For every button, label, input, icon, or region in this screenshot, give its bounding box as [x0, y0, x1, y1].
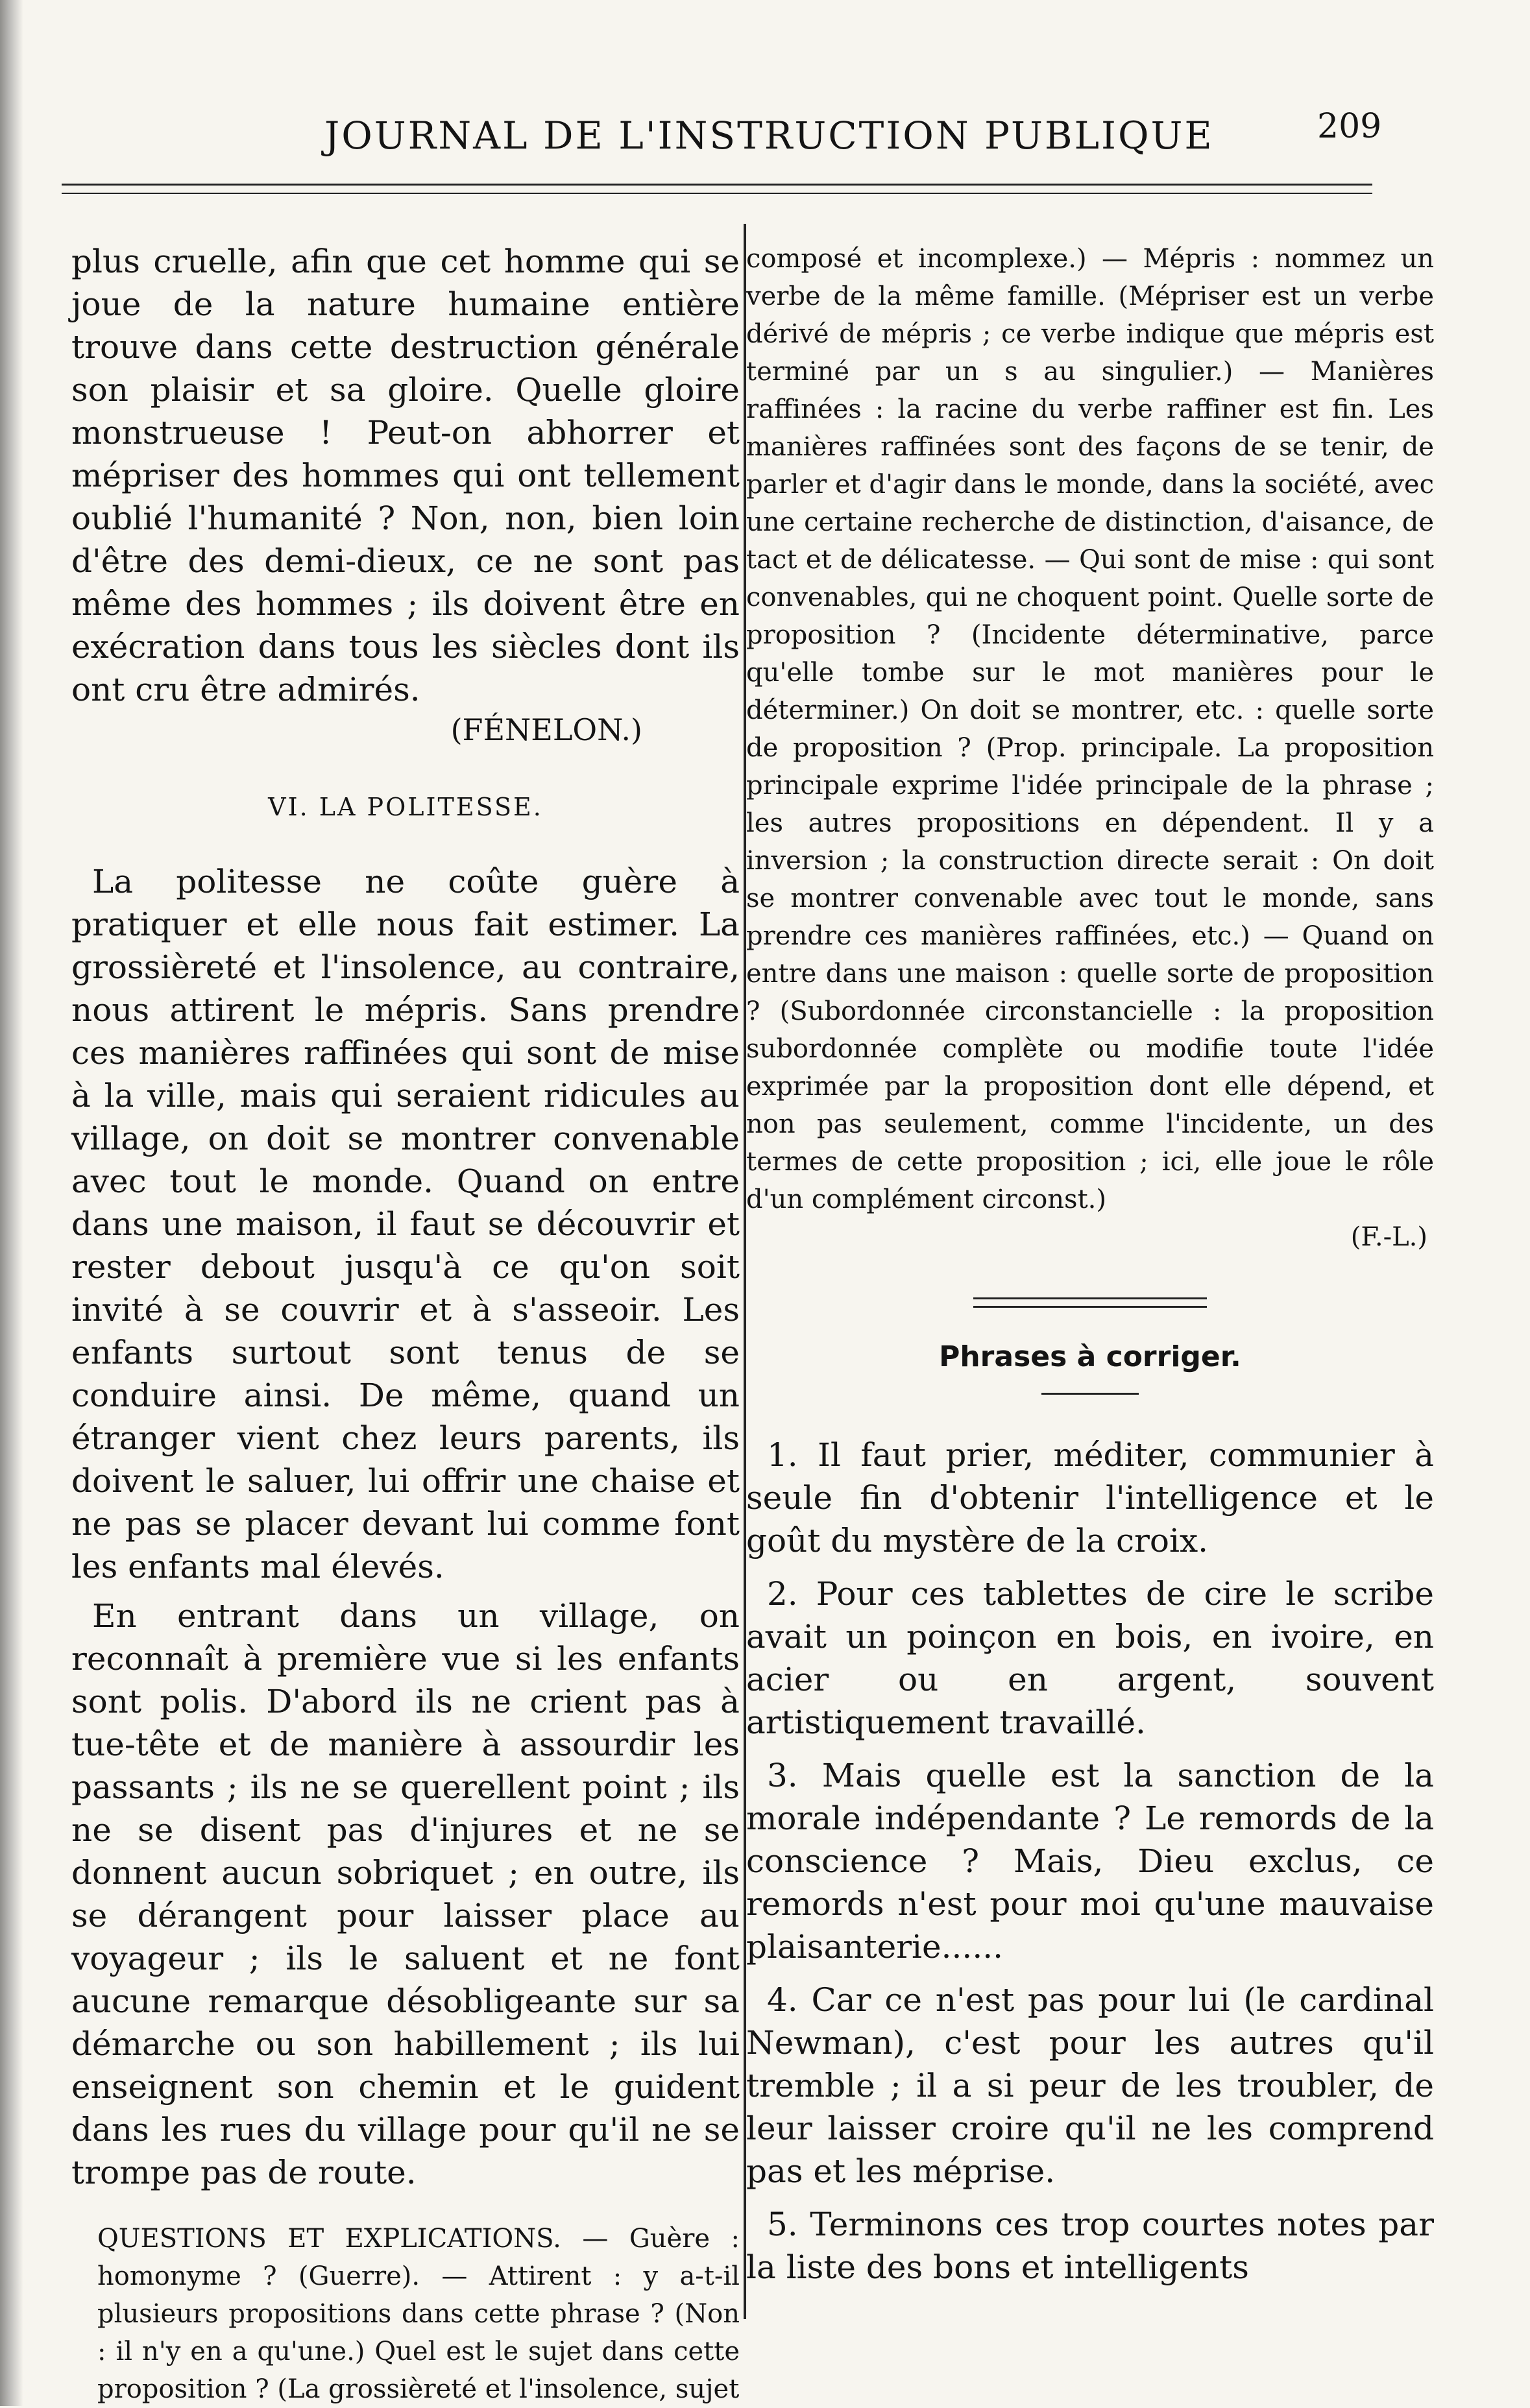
- list-item: 4. Car ce n'est pas pour lui (le cardinal Newman), c'est pour les autres qu'il tremble ; il a si peur de les troubler, de leur laisser croire qu'il ne les comprend pas et les méprise.: [746, 1981, 1434, 2190]
- running-title: JOURNAL DE L'INSTRUCTION PUBLIQUE: [324, 114, 1214, 158]
- subhead-rule: [1041, 1393, 1139, 1395]
- fenelon-passage: plus cruelle, afin que cet homme qui se joue de la nature humaine entière trouve dans cette destruction générale son plaisir et sa gloire. Quelle gloire monstrueuse ! Peut-on abhorrer et mépriser des hommes qui ont tellement oublié l'humanité ? Non, non, bien loin d'être des demi-dieux, ce ne sont pas même des hommes ; ils doivent être en exécration dans tous les siècles dont ils ont cru être admirés.: [71, 243, 740, 708]
- section-title: VI. LA POLITESSE.: [268, 793, 543, 821]
- section-divider: [973, 1297, 1207, 1308]
- list-item: 5. Terminons ces trop courtes notes par la liste des bons et intelligents: [746, 2206, 1434, 2286]
- politesse-paragraph-1: La politesse ne coûte guère à pratiquer et elle nous fait estimer. La grossièreté et l'insolence, au contraire, nous attirent le mépris. Sans prendre ces manières raffinées qui sont de mise à la ville, mais qui seraient ridicules au village, on doit se montrer convenable avec tout le monde. Quand on entre dans une maison, il faut se découvrir et rester debout jusqu'à ce qu'on soit invité à se couvrir et à s'asseoir. Les enfants surtout sont tenus de se conduire ainsi. De même, quand un étranger vient chez leurs parents, ils doivent le saluer, lui offrir une chaise et ne pas se placer devant lui comme font les enfants mal élevés.: [71, 863, 740, 1585]
- scan-edge-shadow: [0, 0, 23, 2406]
- page-number: 209: [1317, 107, 1382, 146]
- explanations-continued: composé et incomplexe.) — Mépris : nommez un verbe de la même famille. (Mépriser est un verbe dérivé de mépris ; ce verbe indique que mépris est terminé par un s au singulier.) — Manières raffinées : la racine du verbe raffiner est fin. Les manières raffinées sont des façons de se tenir, de parler et d'agir dans le monde, dans la société, avec une certaine recherche de distinction, d'aisance, de tact et de délicatesse. — Qui sont de mise : qui sont convenables, qui ne choquent point. Quelle sorte de proposition ? (Incidente déterminative, parce qu'elle tombe sur le mot manières pour le déterminer.) On doit se montrer, etc. : quelle sorte de proposition ? (Prop. principale. La proposition principale exprime l'idée principale de la phrase ; les autres propositions en dépendent. Il y a inversion ; la construction directe serait : On doit se montrer convenable avec tout le monde, sans prendre ces manières raffinées, etc.) — Quand on entre dans une maison : quelle sorte de proposition ? (Subordonnée circonstancielle : la proposition subordonnée complète ou modifie toute l'idée exprimée par la proposition dont elle dépend, et non pas seulement, comme l'incidente, un des termes de cette proposition ; ici, elle joue le rôle d'un complément circonst.): [746, 244, 1434, 1214]
- header-rule-top: [62, 184, 1372, 186]
- fl-signature: (F.-L.): [1350, 1222, 1427, 1252]
- list-item: 3. Mais quelle est la sanction de la morale indépendante ? Le remords de la conscience ? Mais, Dieu exclus, ce remords n'est pour moi qu'une mauvaise plaisanterie......: [746, 1757, 1434, 1966]
- phrases-subhead: Phrases à corriger.: [939, 1340, 1241, 1373]
- list-item: 2. Pour ces tablettes de cire le scribe avait un poinçon en bois, en ivoire, en acier ou en argent, souvent artistiquement travaillé.: [746, 1575, 1434, 1741]
- corrections-list: [746, 1434, 1434, 2289]
- left-column: [71, 240, 740, 2408]
- questions-explications: QUESTIONS ET EXPLICATIONS. — Guère : homonyme ? (Guerre). — Attirent : y a-t-il plusieurs propositions dans cette phrase ? (Non : il n'y en a qu'une.) Quel est le sujet dans cette proposition ? (La grossièreté et l'insolence, sujet: [97, 2224, 740, 2404]
- politesse-paragraph-2: En entrant dans un village, on reconnaît à première vue si les enfants sont polis. D'abord ils ne crient pas à tue-tête et de manière à assourdir les passants ; ils ne se querellent point ; ils ne se disent pas d'injures et ne se donnent aucun sobriquet ; en outre, ils se dérangent pour laisser place au voyageur ; ils le saluent et ne font aucune remarque désobligeante sur sa démarche ou son habillement ; ils lui enseignent son chemin et le guident dans les rues du village pour qu'il ne se trompe pas de route.: [71, 1597, 740, 2191]
- right-column: [746, 240, 1434, 2299]
- header-rule-bottom: [62, 193, 1372, 194]
- fenelon-attribution: (FÉNELON.): [450, 712, 642, 747]
- list-item: 1. Il faut prier, méditer, communier à seule fin d'obtenir l'intelligence et le goût du mystère de la croix.: [746, 1436, 1434, 1559]
